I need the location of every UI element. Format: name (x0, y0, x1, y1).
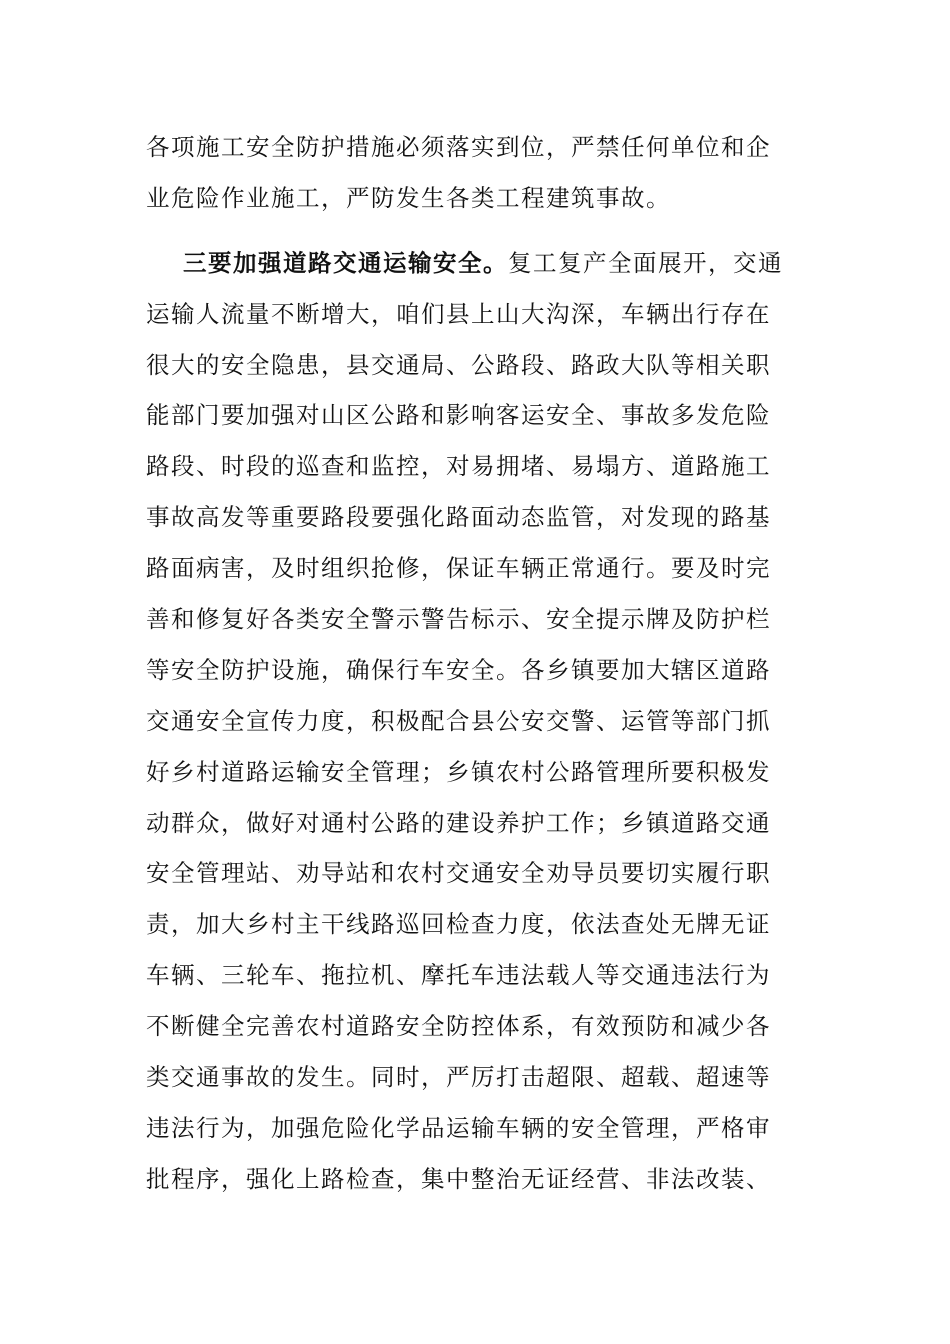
text-line: 安全管理站、劝导站和农村交通安全劝导员要切实履行职 (146, 859, 771, 888)
paragraph-heading-line (146, 238, 806, 289)
text-line: 善和修复好各类安全警示警告标示、安全提示牌及防护栏 (146, 605, 771, 634)
text-line: 好乡村道路运输安全管理；乡镇农村公路管理所要积极发 (146, 757, 771, 786)
text-line: 业危险作业施工，严防发生各类工程建筑事故。 (146, 183, 671, 212)
text-line: 各项施工安全防护措施必须落实到位，严禁任何单位和企 (146, 133, 771, 161)
text-line: 不断健全完善农村道路安全防控体系，有效预防和减少各 (146, 1012, 771, 1041)
text-line: 运输人流量不断增大，咱们县上山大沟深，车辆出行存在 (146, 299, 771, 328)
text-line: 动群众，做好对通村公路的建设养护工作；乡镇道路交通 (146, 808, 771, 837)
text-line: 批程序，强化上路检查，集中整治无证经营、非法改装、 (146, 1164, 771, 1193)
text-line: 事故高发等重要路段要强化路面动态监管，对发现的路基 (146, 503, 771, 532)
text-line: 交通安全宣传力度，积极配合县公安交警、运管等部门抓 (146, 706, 771, 735)
text-line: 责，加大乡村主干线路巡回检查力度，依法查处无牌无证 (146, 910, 771, 939)
text-line: 车辆、三轮车、拖拉机、摩托车违法载人等交通违法行为 (146, 961, 771, 990)
text-line (146, 1205, 806, 1256)
text-line: 路段、时段的巡查和监控，对易拥堵、易塌方、道路施工 (146, 452, 771, 481)
document-body (146, 122, 806, 1256)
text-line: 违法行为，加强危险化学品运输车辆的安全管理，严格审 (146, 1113, 771, 1142)
text-line: 等安全防护设施，确保行车安全。各乡镇要加大辖区道路 (146, 655, 771, 684)
paragraph-heading: 三要加强道路交通运输安全。 (183, 248, 508, 277)
text-line: 类交通事故的发生。同时，严厉打击超限、超载、超速等 (146, 1063, 771, 1092)
text-line: 路面病害，及时组织抢修，保证车辆正常通行。要及时完 (146, 554, 771, 583)
text-line-continuation: 复工复产全面展开，交通 (508, 248, 783, 277)
text-line: 很大的安全隐患，县交通局、公路段、路政大队等相关职 (146, 350, 771, 379)
text-line: 能部门要加强对山区公路和影响客运安全、事故多发危险 (146, 401, 771, 430)
